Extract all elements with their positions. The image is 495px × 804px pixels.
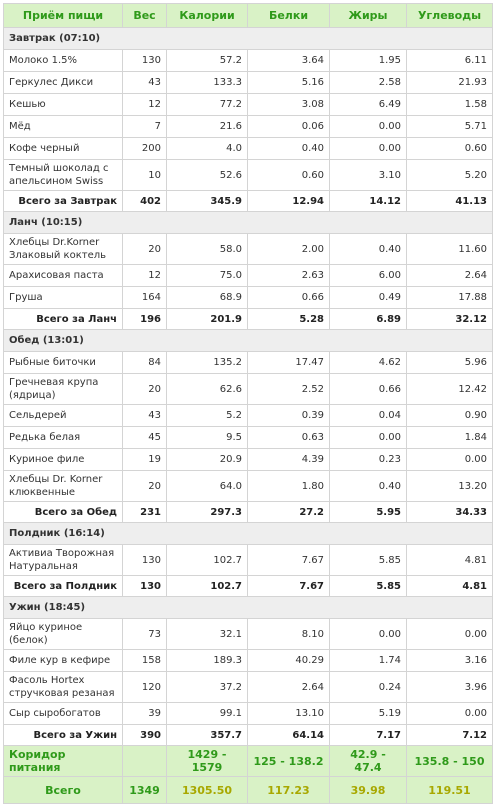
corridor-carbs: 135.8 - 150: [407, 746, 493, 777]
food-calories: 5.2: [167, 405, 248, 427]
food-weight: 39: [123, 703, 167, 725]
meal-total-row: [4, 191, 493, 212]
food-weight: 130: [123, 50, 167, 72]
food-name[interactable]: Сыр сыробогатов: [4, 703, 123, 725]
food-carbs: 0.00: [407, 619, 493, 650]
column-header-carbs[interactable]: Углеводы: [407, 4, 493, 28]
food-weight: 164: [123, 287, 167, 309]
food-weight: 43: [123, 72, 167, 94]
table-row[interactable]: [4, 545, 493, 576]
food-calories: 20.9: [167, 449, 248, 471]
food-carbs: 0.90: [407, 405, 493, 427]
meal-total-label: Всего за Завтрак: [4, 191, 123, 212]
table-row[interactable]: [4, 619, 493, 650]
grand-total-calories: 1305.50: [167, 777, 248, 804]
meal-total-row: [4, 725, 493, 746]
table-row[interactable]: [4, 427, 493, 449]
meal-total-fat: 5.95: [330, 502, 407, 523]
food-weight: 12: [123, 94, 167, 116]
food-calories: 4.0: [167, 138, 248, 160]
food-carbs: 2.64: [407, 265, 493, 287]
corridor-protein: 125 - 138.2: [248, 746, 330, 777]
meal-total-carbs: 32.12: [407, 309, 493, 330]
food-name[interactable]: Активиа Творожная Натуральная: [4, 545, 123, 576]
food-protein: 5.16: [248, 72, 330, 94]
meal-title: Ланч (10:15): [4, 212, 493, 234]
food-fat: 3.10: [330, 160, 407, 191]
food-protein: 1.80: [248, 471, 330, 502]
food-weight: 12: [123, 265, 167, 287]
food-calories: 21.6: [167, 116, 248, 138]
food-protein: 2.63: [248, 265, 330, 287]
food-carbs: 0.00: [407, 703, 493, 725]
meal-header-row: [4, 597, 493, 619]
food-calories: 9.5: [167, 427, 248, 449]
food-fat: 2.58: [330, 72, 407, 94]
food-carbs: 1.58: [407, 94, 493, 116]
food-carbs: 0.60: [407, 138, 493, 160]
food-protein: 8.10: [248, 619, 330, 650]
food-carbs: 3.96: [407, 672, 493, 703]
food-fat: 0.00: [330, 619, 407, 650]
food-calories: 189.3: [167, 650, 248, 672]
food-fat: 5.85: [330, 545, 407, 576]
food-name[interactable]: Фасоль Hortex стручковая резаная: [4, 672, 123, 703]
grand-total-carbs: 119.51: [407, 777, 493, 804]
food-calories: 75.0: [167, 265, 248, 287]
table-row[interactable]: [4, 703, 493, 725]
food-protein: 0.66: [248, 287, 330, 309]
food-weight: 158: [123, 650, 167, 672]
table-row[interactable]: [4, 650, 493, 672]
food-fat: 1.95: [330, 50, 407, 72]
food-name[interactable]: Яйцо куриное (белок): [4, 619, 123, 650]
food-calories: 58.0: [167, 234, 248, 265]
meal-title: Полдник (16:14): [4, 523, 493, 545]
food-protein: 0.63: [248, 427, 330, 449]
meal-total-calories: 297.3: [167, 502, 248, 523]
table-row[interactable]: [4, 672, 493, 703]
corridor-weight: [123, 746, 167, 777]
table-row[interactable]: [4, 449, 493, 471]
meal-total-protein: 27.2: [248, 502, 330, 523]
column-header-calories[interactable]: Калории: [167, 4, 248, 28]
meal-total-label: Всего за Ужин: [4, 725, 123, 746]
food-name[interactable]: Кофе черный: [4, 138, 123, 160]
corridor-fat: 42.9 - 47.4: [330, 746, 407, 777]
grand-total-row: [4, 777, 493, 804]
meal-total-calories: 102.7: [167, 576, 248, 597]
meal-total-fat: 6.89: [330, 309, 407, 330]
food-fat: 0.00: [330, 116, 407, 138]
nutrition-table: [3, 3, 493, 804]
table-row[interactable]: [4, 138, 493, 160]
column-header-meal[interactable]: Приём пищи: [4, 4, 123, 28]
food-weight: 84: [123, 352, 167, 374]
food-carbs: 11.60: [407, 234, 493, 265]
food-carbs: 4.81: [407, 545, 493, 576]
food-fat: 0.23: [330, 449, 407, 471]
table-header-row: [4, 4, 493, 28]
table-row[interactable]: [4, 405, 493, 427]
food-carbs: 5.20: [407, 160, 493, 191]
meal-total-weight: 130: [123, 576, 167, 597]
grand-total-weight: 1349: [123, 777, 167, 804]
food-calories: 77.2: [167, 94, 248, 116]
meal-total-calories: 357.7: [167, 725, 248, 746]
column-header-weight[interactable]: Вес: [123, 4, 167, 28]
meal-total-calories: 201.9: [167, 309, 248, 330]
food-protein: 2.52: [248, 374, 330, 405]
food-carbs: 6.11: [407, 50, 493, 72]
food-protein: 4.39: [248, 449, 330, 471]
food-weight: 73: [123, 619, 167, 650]
food-fat: 0.66: [330, 374, 407, 405]
meal-total-label: Всего за Обед: [4, 502, 123, 523]
food-protein: 0.39: [248, 405, 330, 427]
food-fat: 0.40: [330, 471, 407, 502]
food-name[interactable]: Сельдерей: [4, 405, 123, 427]
meal-total-label: Всего за Полдник: [4, 576, 123, 597]
food-weight: 20: [123, 234, 167, 265]
food-calories: 57.2: [167, 50, 248, 72]
food-name[interactable]: Гречневая крупа (ядрица): [4, 374, 123, 405]
food-carbs: 13.20: [407, 471, 493, 502]
meal-header-row: [4, 523, 493, 545]
food-calories: 133.3: [167, 72, 248, 94]
food-name[interactable]: Редька белая: [4, 427, 123, 449]
meal-total-fat: 7.17: [330, 725, 407, 746]
food-name[interactable]: Куриное филе: [4, 449, 123, 471]
food-name[interactable]: Молоко 1.5%: [4, 50, 123, 72]
meal-total-calories: 345.9: [167, 191, 248, 212]
food-weight: 10: [123, 160, 167, 191]
meal-header-row: [4, 28, 493, 50]
food-calories: 135.2: [167, 352, 248, 374]
food-protein: 0.60: [248, 160, 330, 191]
table-body: [4, 28, 493, 746]
food-carbs: 21.93: [407, 72, 493, 94]
meal-total-label: Всего за Ланч: [4, 309, 123, 330]
food-name[interactable]: Арахисовая паста: [4, 265, 123, 287]
meal-total-row: [4, 309, 493, 330]
food-name[interactable]: Филе кур в кефире: [4, 650, 123, 672]
meal-total-weight: 196: [123, 309, 167, 330]
food-protein: 0.40: [248, 138, 330, 160]
food-name[interactable]: Темный шоколад с апельсином Swiss: [4, 160, 123, 191]
food-protein: 0.06: [248, 116, 330, 138]
meal-title: Обед (13:01): [4, 330, 493, 352]
food-carbs: 5.96: [407, 352, 493, 374]
column-header-protein[interactable]: Белки: [248, 4, 330, 28]
grand-total-fat: 39.98: [330, 777, 407, 804]
column-header-fat[interactable]: Жиры: [330, 4, 407, 28]
food-fat: 0.00: [330, 138, 407, 160]
corridor-calories: 1429 - 1579: [167, 746, 248, 777]
table-row[interactable]: [4, 352, 493, 374]
meal-total-weight: 231: [123, 502, 167, 523]
meal-total-protein: 7.67: [248, 576, 330, 597]
food-carbs: 12.42: [407, 374, 493, 405]
grand-total-protein: 117.23: [248, 777, 330, 804]
food-name[interactable]: Мёд: [4, 116, 123, 138]
food-fat: 0.49: [330, 287, 407, 309]
meal-total-protein: 5.28: [248, 309, 330, 330]
table-row[interactable]: [4, 374, 493, 405]
food-weight: 7: [123, 116, 167, 138]
food-weight: 120: [123, 672, 167, 703]
food-weight: 130: [123, 545, 167, 576]
food-weight: 19: [123, 449, 167, 471]
food-carbs: 1.84: [407, 427, 493, 449]
food-calories: 32.1: [167, 619, 248, 650]
food-name[interactable]: Груша: [4, 287, 123, 309]
food-protein: 2.00: [248, 234, 330, 265]
food-carbs: 3.16: [407, 650, 493, 672]
food-calories: 62.6: [167, 374, 248, 405]
meal-title: Ужин (18:45): [4, 597, 493, 619]
meal-total-carbs: 41.13: [407, 191, 493, 212]
meal-total-carbs: 34.33: [407, 502, 493, 523]
food-fat: 6.49: [330, 94, 407, 116]
meal-header-row: [4, 330, 493, 352]
food-protein: 40.29: [248, 650, 330, 672]
table-row[interactable]: [4, 287, 493, 309]
food-weight: 45: [123, 427, 167, 449]
food-fat: 5.19: [330, 703, 407, 725]
food-protein: 17.47: [248, 352, 330, 374]
grand-total-label: Всего: [4, 777, 123, 804]
food-name[interactable]: Хлебцы Dr. Korner клюквенные: [4, 471, 123, 502]
table-row[interactable]: [4, 116, 493, 138]
table-row[interactable]: [4, 50, 493, 72]
food-protein: 7.67: [248, 545, 330, 576]
food-name[interactable]: Геркулес Дикси: [4, 72, 123, 94]
food-name[interactable]: Кешью: [4, 94, 123, 116]
table-row[interactable]: [4, 265, 493, 287]
meal-title: Завтрак (07:10): [4, 28, 493, 50]
food-calories: 99.1: [167, 703, 248, 725]
food-protein: 2.64: [248, 672, 330, 703]
meal-total-fat: 5.85: [330, 576, 407, 597]
food-calories: 37.2: [167, 672, 248, 703]
food-fat: 6.00: [330, 265, 407, 287]
table-row[interactable]: [4, 234, 493, 265]
food-weight: 20: [123, 374, 167, 405]
food-fat: 0.00: [330, 427, 407, 449]
meal-header-row: [4, 212, 493, 234]
table-row[interactable]: [4, 72, 493, 94]
meal-total-fat: 14.12: [330, 191, 407, 212]
food-weight: 20: [123, 471, 167, 502]
meal-total-row: [4, 576, 493, 597]
food-carbs: 0.00: [407, 449, 493, 471]
meal-total-weight: 390: [123, 725, 167, 746]
food-fat: 4.62: [330, 352, 407, 374]
corridor-label: Коридор питания: [4, 746, 123, 777]
meal-total-weight: 402: [123, 191, 167, 212]
meal-total-carbs: 7.12: [407, 725, 493, 746]
food-protein: 3.64: [248, 50, 330, 72]
food-calories: 102.7: [167, 545, 248, 576]
food-carbs: 5.71: [407, 116, 493, 138]
food-fat: 1.74: [330, 650, 407, 672]
food-weight: 200: [123, 138, 167, 160]
food-protein: 13.10: [248, 703, 330, 725]
table-row[interactable]: [4, 471, 493, 502]
food-fat: 0.24: [330, 672, 407, 703]
food-protein: 3.08: [248, 94, 330, 116]
food-calories: 68.9: [167, 287, 248, 309]
meal-total-protein: 64.14: [248, 725, 330, 746]
meal-total-row: [4, 502, 493, 523]
table-row[interactable]: [4, 94, 493, 116]
food-name[interactable]: Хлебцы Dr.Korner Злаковый коктель: [4, 234, 123, 265]
food-fat: 0.40: [330, 234, 407, 265]
corridor-row: [4, 746, 493, 777]
meal-total-protein: 12.94: [248, 191, 330, 212]
food-carbs: 17.88: [407, 287, 493, 309]
food-fat: 0.04: [330, 405, 407, 427]
food-name[interactable]: Рыбные биточки: [4, 352, 123, 374]
table-row[interactable]: [4, 160, 493, 191]
food-calories: 52.6: [167, 160, 248, 191]
food-calories: 64.0: [167, 471, 248, 502]
food-weight: 43: [123, 405, 167, 427]
meal-total-carbs: 4.81: [407, 576, 493, 597]
